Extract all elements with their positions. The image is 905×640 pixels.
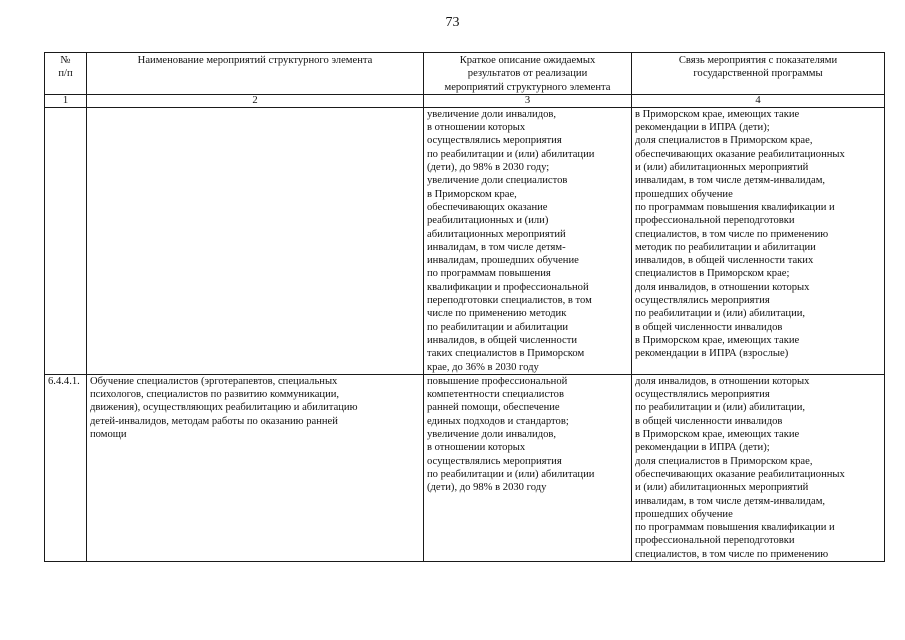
column-number: 4 [632,94,885,107]
text-line: единых подходов и стандартов; [427,415,569,427]
text-line: государственной программы [693,68,823,80]
text-line: доля специалистов в Приморском крае, [635,135,813,147]
text-line: по реабилитации и (или) абилитации, [635,402,806,414]
text-line: крае, до 36% в 2030 году [427,361,539,373]
text-line: помощи [90,429,127,441]
header-activity-name [87,53,424,95]
text-line: по реабилитации и (или) абилитации, [635,308,806,320]
text-line: № [60,55,71,66]
text-line: и (или) абилитационных мероприятий [635,162,809,174]
text-line: по программам повышения квалификации и [635,522,835,534]
text-line: в отношении которых [427,122,526,134]
column-numbers-row [45,94,885,107]
text-line: инвалидов, в общей численности [427,334,578,346]
text-line: в отношении которых [427,442,526,454]
text-line: (дети), до 98% в 2030 году; [427,162,550,174]
expected-results-cell [424,107,632,374]
text-line: квалификации и профессиональной [427,281,589,293]
text-line: по реабилитации и (или) абилитации [427,148,595,160]
text-line: в общей численности инвалидов [635,415,783,427]
text-line: обеспечивающих оказание реабилитационных [635,148,845,160]
text-line: и (или) абилитационных мероприятий [635,482,809,494]
text-line: повышение профессиональной [427,375,568,387]
text-line: переподготовки специалистов, в том [427,295,592,307]
text-line: специалистов в Приморском крае; [635,268,790,280]
text-line: по реабилитации и абилитации [427,321,569,333]
activities-table [44,52,885,562]
text-line: реабилитационных и (или) [427,215,549,227]
text-line: инвалидам, прошедших обучение [427,255,579,267]
text-line: увеличение доли инвалидов, [427,429,557,441]
text-line: Краткое описание ожидаемых [459,55,596,66]
text-line: в Приморском крае, имеющих такие [635,334,800,346]
text-line: Связь мероприятия с показателями [678,55,838,66]
text-line: п/п [58,68,73,80]
text-line: по программам повышения [427,268,551,280]
text-line: инвалидам, в том числе детям- [427,241,566,253]
page-number: 73 [445,15,460,30]
text-line: инвалидам, в том числе детям-инвалидам, [635,495,826,507]
text-line: абилитационных мероприятий [427,228,566,240]
activity-name-cell [87,107,424,374]
table-row [45,374,885,561]
text-line: осуществлялись мероприятия [427,455,562,467]
header-program-indicators [632,53,885,95]
column-number: 2 [87,94,424,107]
text-line: Обучение специалистов (эрготерапевтов, специальных [90,375,338,387]
column-number: 3 [424,94,632,107]
text-line: результатов от реализации [467,68,588,80]
text-line: в общей численности инвалидов [635,321,783,333]
text-line: мероприятий структурного элемента [444,81,611,93]
text-line: инвалидов, в общей численности таких [635,255,814,267]
text-line: по программам повышения квалификации и [635,201,835,213]
header-number [45,53,87,95]
text-line: Наименование мероприятий структурного элемента [137,55,373,66]
expected-results-cell [424,374,632,561]
text-line: профессиональной переподготовки [635,535,795,547]
text-line: в Приморском крае, [427,188,517,200]
text-line: детей-инвалидов, методам работы по оказанию ранней [90,415,338,427]
text-line: специалистов, в том числе по применению [635,548,829,560]
text-line: компетентности специалистов [427,389,564,401]
text-line: рекомендации в ИПРА (дети); [635,122,770,134]
text-line: (дети), до 98% в 2030 году [427,482,547,494]
text-line: обеспечивающих оказание реабилитационных [635,468,845,480]
text-line: ранней помощи, обеспечение [427,402,560,414]
text-line: доля специалистов в Приморском крае, [635,455,813,467]
text-line: инвалидам, в том числе детям-инвалидам, [635,175,826,187]
text-line: по реабилитации и (или) абилитации [427,468,595,480]
text-line: специалистов, в том числе по применению [635,228,829,240]
text-line: прошедших обучение [635,508,733,520]
text-line: рекомендации в ИПРА (дети); [635,442,770,454]
column-number: 1 [45,94,87,107]
text-line: увеличение доли специалистов [427,175,568,187]
text-line: психологов, специалистов по развитию коммуникации, [90,389,340,401]
program-indicators-cell [632,374,885,561]
text-line: рекомендации в ИПРА (взрослые) [635,348,789,360]
program-indicators-cell [632,107,885,374]
text-line: доля инвалидов, в отношении которых [635,375,810,387]
text-line: осуществлялись мероприятия [427,135,562,147]
text-line: обеспечивающих оказание [427,201,548,213]
row-number-cell [45,107,87,374]
text-line: в Приморском крае, имеющих такие [635,429,800,441]
table-row [45,107,885,374]
table-header-row [45,53,885,95]
text-line: прошедших обучение [635,188,733,200]
text-line: профессиональной переподготовки [635,215,795,227]
text-line: таких специалистов в Приморском [427,348,585,360]
text-line: увеличение доли инвалидов, [427,108,557,120]
text-line: числе по применению методик [427,308,567,320]
text-line: осуществлялись мероприятия [635,295,770,307]
text-line: 6.4.4.1. [48,375,80,387]
text-line: в Приморском крае, имеющих такие [635,108,800,120]
text-line: движения), осуществляющих реабилитацию и абилитацию [90,402,358,414]
header-expected-results [424,53,632,95]
text-line: осуществлялись мероприятия [635,389,770,401]
row-number-cell [45,374,87,561]
text-line: методик по реабилитации и абилитации [635,241,816,253]
activity-name-cell [87,374,424,561]
text-line: доля инвалидов, в отношении которых [635,281,810,293]
